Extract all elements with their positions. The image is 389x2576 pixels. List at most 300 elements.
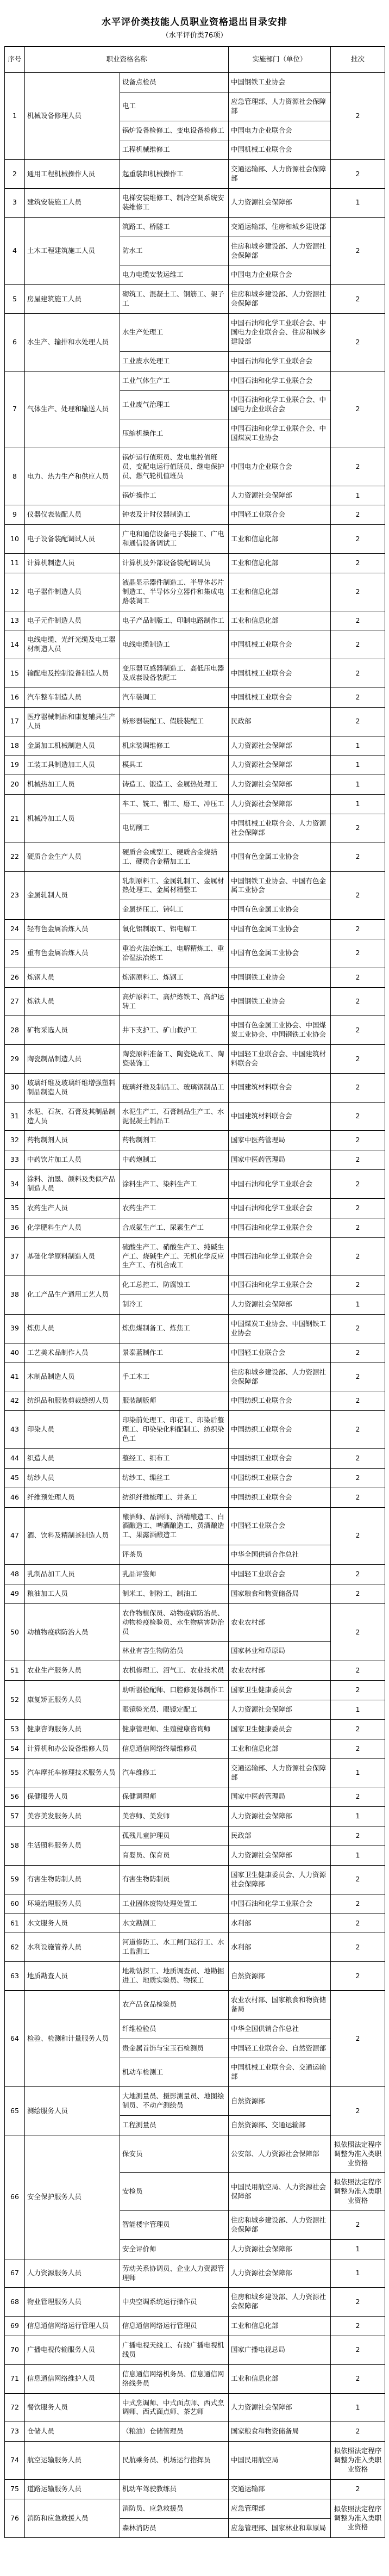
seq-cell: 18 [5, 736, 25, 756]
department-cell: 农业农村部、国家粮食和物资储备局 [229, 1990, 331, 2019]
occupation-cell: 手工木工 [120, 1363, 229, 1391]
table-row [5, 1237, 385, 1275]
seq-cell: 46 [5, 1488, 25, 1507]
seq-cell: 69 [5, 2317, 25, 2336]
batch-cell: 2 [331, 505, 385, 525]
occupation-cell: 纺纱工、缫丝工 [120, 1468, 229, 1488]
seq-cell: 65 [5, 2087, 25, 2135]
occupation-cell: 制米工、制粉工、制油工 [120, 1584, 229, 1603]
occupation-cell: 机动车检测工 [120, 2058, 229, 2087]
category-cell: 康复矫正服务人员 [25, 1681, 120, 1720]
batch-cell: 2 [331, 573, 385, 611]
occupation-cell: 中式烹调师、中式面点师、西式烹调师、西式面点师、茶艺师 [120, 2393, 229, 2422]
occupation-cell: 信息通信网络运行管理员 [120, 2317, 229, 2336]
header-department: 实施部门（单位） [229, 47, 331, 73]
department-cell: 国家卫生健康委员会 [229, 1719, 331, 1739]
seq-cell: 37 [5, 1237, 25, 1275]
department-cell: 民政部 [229, 707, 331, 736]
occupation-cell: 高炉原料工、高炉炼铁工、高炉运转工 [120, 987, 229, 1016]
department-cell: 中国有色金属工业协会 [229, 939, 331, 968]
batch-cell: 2 [331, 814, 385, 843]
department-cell: 公安部、人力资源社会保障部 [229, 2135, 331, 2173]
batch-cell: 2 [331, 659, 385, 688]
department-cell: 中国轻工业联合会 [229, 505, 331, 525]
category-cell: 农业生产服务人员 [25, 1661, 120, 1681]
department-cell: 中国民用航空局 [229, 2442, 331, 2480]
header-qualification: 职业资格名称 [25, 47, 229, 73]
department-cell: 中国石油和化学工业联合会、中国煤炭工业协会 [229, 419, 331, 448]
category-cell: 炼焦人员 [25, 1315, 120, 1343]
department-cell: 住房和城乡建设部、人力资源社会保障部 [229, 237, 331, 265]
batch-cell: 2 [331, 1719, 385, 1739]
seq-cell: 20 [5, 775, 25, 795]
department-cell: 住房和城乡建设部、人力资源社会保障部 [229, 2288, 331, 2317]
category-cell: 粮油加工人员 [25, 1584, 120, 1603]
occupation-cell: 涂料生产工、染料生产工 [120, 1170, 229, 1199]
batch-cell: 2 [331, 1962, 385, 1991]
batch-cell: 1 [331, 2239, 385, 2259]
batch-cell: 2 [331, 2211, 385, 2240]
batch-cell: 2 [331, 1914, 385, 1933]
department-cell: 中国机械工业联合会 [229, 630, 331, 659]
seq-cell: 25 [5, 939, 25, 968]
seq-cell: 29 [5, 1045, 25, 1074]
batch-cell: 2 [331, 1391, 385, 1411]
table-row [5, 573, 385, 611]
seq-cell: 17 [5, 707, 25, 736]
occupation-cell: 计算机及外部设备装配调试员 [120, 554, 229, 573]
batch-cell: 2 [331, 2479, 385, 2499]
department-cell: 中国电力企业联合会 [229, 265, 331, 285]
occupation-cell: 农作物植保员、动物疫病防治员、动物检疫检验员、水生物病害防治员 [120, 1603, 229, 1642]
department-cell: 人力资源社会保障部 [229, 775, 331, 795]
table-row [5, 1719, 385, 1739]
occupation-cell: 信息通信网络终端维修员 [120, 1739, 229, 1758]
department-cell: 人力资源社会保障部 [229, 1846, 331, 1866]
occupation-cell: 农产品食品检验员 [120, 1990, 229, 2019]
seq-cell: 60 [5, 1894, 25, 1914]
department-cell: 水利部 [229, 1933, 331, 1962]
category-cell: 电子器件制造人员 [25, 573, 120, 611]
occupation-cell: 工程机械维修工 [120, 140, 229, 160]
batch-cell: 2 [331, 2422, 385, 2442]
occupation-cell: 工业废水处理工 [120, 351, 229, 371]
category-cell: 机械冷加工人员 [25, 795, 120, 843]
batch-cell: 2 [331, 1237, 385, 1275]
table-row [5, 160, 385, 189]
category-cell: 计算机制造人员 [25, 554, 120, 573]
category-cell: 电力、热力生产和供应人员 [25, 448, 120, 505]
seq-cell: 28 [5, 1016, 25, 1045]
department-cell: 中华全国供销合作总社 [229, 2019, 331, 2039]
batch-cell: 2 [331, 1565, 385, 1584]
occupation-cell: 林业有害生物防治员 [120, 1642, 229, 1661]
category-cell: 药物制剂人员 [25, 1131, 120, 1150]
seq-cell: 10 [5, 525, 25, 554]
table-row [5, 1198, 385, 1218]
category-cell: 炼铁人员 [25, 987, 120, 1016]
seq-cell: 53 [5, 1719, 25, 1739]
category-cell: 基础化学原料制造人员 [25, 1237, 120, 1275]
occupation-cell: 贵金属首饰与宝玉石检测员 [120, 2039, 229, 2058]
department-cell: 中国钢铁工业协会 [229, 987, 331, 1016]
occupation-cell: 农药生产工 [120, 1198, 229, 1218]
batch-cell: 2 [331, 1865, 385, 1894]
department-cell: 中国石油和化学工业联合会 [229, 1237, 331, 1275]
table-row [5, 1488, 385, 1507]
seq-cell: 19 [5, 756, 25, 775]
category-cell: 金属轧制人员 [25, 871, 120, 920]
table-row [5, 2442, 385, 2480]
department-cell: 自然资源部、交通运输部 [229, 2115, 331, 2135]
category-cell: 矿物采选人员 [25, 1016, 120, 1045]
occupation-cell: 信息通信网络机务员、信息通信网络线务员 [120, 2364, 229, 2393]
occupation-cell: 中央空调系统运行操作员 [120, 2288, 229, 2317]
table-row [5, 1787, 385, 1807]
department-cell: 中国钢铁工业协会、中国有色金属工业协会 [229, 871, 331, 900]
table-row [5, 1739, 385, 1758]
table-row [5, 189, 385, 218]
category-cell: 输配电及控制设备制造人员 [25, 659, 120, 688]
batch-cell: 2 [331, 2288, 385, 2317]
occupation-cell: 锅炉运行值班员、发电集控值班员、变配电运行值班员、继电保护员、燃气轮机值班员 [120, 448, 229, 486]
department-cell: 人力资源社会保障部 [229, 2393, 331, 2422]
category-cell: 测绘服务人员 [25, 2087, 120, 2135]
category-cell: 陶瓷制品制造人员 [25, 1045, 120, 1074]
department-cell: 中国纺织工业联合会 [229, 1488, 331, 1507]
department-cell: 中国有色金属工业协会、中国煤炭工业协会、中国钢铁工业协会 [229, 1016, 331, 1045]
department-cell: 中国石油和化学工业联合会 [229, 1170, 331, 1199]
batch-cell: 1 [331, 795, 385, 814]
table-row [5, 1865, 385, 1894]
table-row [5, 217, 385, 237]
batch-cell: 2 [331, 1343, 385, 1363]
table-row [5, 1102, 385, 1131]
occupation-cell: 景泰蓝制作工 [120, 1343, 229, 1363]
category-cell: 建筑安装施工人员 [25, 189, 120, 218]
department-cell: 中国有色金属工业协会 [229, 920, 331, 939]
batch-cell: 1 [331, 1758, 385, 1787]
department-cell: 中国电力企业联合会 [229, 448, 331, 486]
category-cell: 有害生物防制人员 [25, 1865, 120, 1894]
occupation-cell: 轧制原料工、金属轧制工、金属材热处理工、金属材精整工 [120, 871, 229, 900]
table-row [5, 1448, 385, 1468]
department-cell: 应急管理部、国家林业和草原局 [229, 2518, 331, 2538]
occupation-cell: 电力电缆安装运维工 [120, 265, 229, 285]
category-cell: 电线电缆、光纤光缆及电工器材制造人员 [25, 630, 120, 659]
seq-cell: 4 [5, 217, 25, 285]
table-row [5, 1661, 385, 1681]
department-cell: 人力资源社会保障部 [229, 756, 331, 775]
seq-cell: 21 [5, 795, 25, 843]
batch-cell: 1 [331, 1700, 385, 1720]
occupation-cell: 消防员、应急救援员 [120, 2499, 229, 2518]
department-cell: 人力资源社会保障部 [229, 1807, 331, 1826]
department-cell: 农业农村部 [229, 1603, 331, 1642]
batch-cell: 2 [331, 871, 385, 920]
batch-cell: 拟依照法定程序调整为准入类职业资格 [331, 2135, 385, 2173]
table-row [5, 2087, 385, 2116]
table-row [5, 1150, 385, 1170]
department-cell: 人力资源社会保障部 [229, 486, 331, 505]
department-cell: 人力资源社会保障部 [229, 2259, 331, 2288]
batch-cell: 2 [331, 1661, 385, 1681]
department-cell: 中国石油和化学工业联合会 [229, 1218, 331, 1237]
category-cell: 水生产、输排和水处理人员 [25, 314, 120, 371]
batch-cell: 拟依照法定程序调整为准入类职业资格 [331, 2499, 385, 2538]
category-cell: 气体生产、处理和输送人员 [25, 371, 120, 448]
occupation-cell: 矫形器装配工、假肢装配工 [120, 707, 229, 736]
department-cell: 中国电力企业联合会 [229, 121, 331, 140]
batch-cell: 1 [331, 756, 385, 775]
seq-cell: 23 [5, 871, 25, 920]
batch-cell: 2 [331, 1131, 385, 1150]
table-row [5, 1507, 385, 1545]
batch-cell: 2 [331, 1603, 385, 1661]
department-cell: 应急管理部 [229, 2499, 331, 2518]
seq-cell: 8 [5, 448, 25, 505]
department-cell: 人力资源社会保障部 [229, 2239, 331, 2259]
category-cell: 仓储人员 [25, 2422, 120, 2442]
table-row [5, 968, 385, 987]
occupation-cell: 电梯安装维修工、制冷空调系统安装维修工 [120, 189, 229, 218]
batch-cell: 2 [331, 1933, 385, 1962]
occupation-cell: 铸造工、锻造工、金属热处理工 [120, 775, 229, 795]
department-cell: 国家卫生健康委员会 [229, 1681, 331, 1700]
department-cell: 工业和信息化部 [229, 611, 331, 630]
table-row [5, 1807, 385, 1826]
category-cell: 汽车摩托车修理技术服务人员 [25, 1758, 120, 1787]
category-cell: 动植物疫病防治人员 [25, 1603, 120, 1661]
occupation-cell: 炼焦煤制备工、炼焦工 [120, 1315, 229, 1343]
seq-cell: 31 [5, 1102, 25, 1131]
occupation-cell: 井下支护工、矿山救护工 [120, 1016, 229, 1045]
table-body [5, 72, 385, 2538]
seq-cell: 15 [5, 659, 25, 688]
department-cell: 国家中医药管理局 [229, 1150, 331, 1170]
table-row [5, 2135, 385, 2173]
seq-cell: 27 [5, 987, 25, 1016]
seq-cell: 72 [5, 2393, 25, 2422]
category-cell: 电子元件制造人员 [25, 611, 120, 630]
department-cell: 交通运输部、人力资源社会保障部 [229, 160, 331, 189]
category-cell: 农药生产人员 [25, 1198, 120, 1218]
occupation-cell: 汽车装调工 [120, 688, 229, 707]
category-cell: 硬质合金生产人员 [25, 843, 120, 871]
occupation-cell: 锅炉操作工 [120, 486, 229, 505]
table-row [5, 1275, 385, 1295]
seq-cell: 16 [5, 688, 25, 707]
table-row [5, 1914, 385, 1933]
batch-cell: 2 [331, 987, 385, 1016]
batch-cell: 2 [331, 1150, 385, 1170]
category-cell: 炼钢人员 [25, 968, 120, 987]
seq-cell: 33 [5, 1150, 25, 1170]
department-cell: 住房和城乡建设部、人力资源社会保障部 [229, 1363, 331, 1391]
batch-cell: 2 [331, 1275, 385, 1295]
department-cell: 国家粮食和物资储备局 [229, 1584, 331, 1603]
table-row [5, 1565, 385, 1584]
department-cell: 国家中医药管理局 [229, 1787, 331, 1807]
department-cell: 中国轻工业联合会、自然资源部 [229, 2039, 331, 2058]
department-cell: 中国石油和化学工业联合会、中国电力企业联合会 [229, 391, 331, 419]
batch-cell: 2 [331, 285, 385, 314]
occupation-cell: 有害生物防制员 [120, 1865, 229, 1894]
occupation-cell: 工程测量员 [120, 2115, 229, 2135]
category-cell: 人力资源服务人员 [25, 2259, 120, 2288]
category-cell: 水泥、石灰、石膏及其制品制造人员 [25, 1102, 120, 1131]
seq-cell: 14 [5, 630, 25, 659]
category-cell: 水利设施管养人员 [25, 1933, 120, 1962]
table-row [5, 1962, 385, 1991]
department-cell: 中国机械工业联合会 [229, 659, 331, 688]
seq-cell: 40 [5, 1343, 25, 1363]
department-cell: 国家林业和草原局 [229, 1642, 331, 1661]
seq-cell: 1 [5, 72, 25, 159]
department-cell: 国家粮食和物资储备局 [229, 2422, 331, 2442]
header-batch: 批次 [331, 47, 385, 73]
table-row [5, 611, 385, 630]
batch-cell: 2 [331, 1826, 385, 1846]
table-row [5, 1016, 385, 1045]
category-cell: 土木工程建筑施工人员 [25, 217, 120, 285]
category-cell: 信息通信网络运行管理人员 [25, 2317, 120, 2336]
seq-cell: 51 [5, 1661, 25, 1681]
category-cell: 检验、检测和计量服务人员 [25, 1990, 120, 2086]
table-row [5, 1073, 385, 1102]
batch-cell: 1 [331, 1846, 385, 1866]
category-cell: 印染人员 [25, 1411, 120, 1449]
occupation-cell: 安检员 [120, 2173, 229, 2211]
batch-cell: 2 [331, 371, 385, 448]
occupation-cell: 服装制版师 [120, 1391, 229, 1411]
table-row [5, 1363, 385, 1391]
table-row [5, 1758, 385, 1787]
seq-cell: 49 [5, 1584, 25, 1603]
seq-cell: 58 [5, 1826, 25, 1866]
batch-cell: 2 [331, 1488, 385, 1507]
batch-cell: 2 [331, 939, 385, 968]
table-row [5, 2393, 385, 2422]
seq-cell: 13 [5, 611, 25, 630]
occupation-cell: 水生产处理工 [120, 314, 229, 352]
occupation-cell: 智能楼宇管理员 [120, 2211, 229, 2240]
batch-cell: 2 [331, 448, 385, 486]
category-cell: 医疗器械制品和康复辅具生产人员 [25, 707, 120, 736]
table-row [5, 2259, 385, 2288]
batch-cell: 1 [331, 2259, 385, 2288]
occupation-cell: 砌筑工、混凝土工、钢筋工、架子工 [120, 285, 229, 314]
seq-cell: 55 [5, 1758, 25, 1787]
occupation-cell: 劳动关系协调员、企业人力资源管理师 [120, 2259, 229, 2288]
occupation-cell: 酿酒师、品酒师、酒精酿造工、白酒酿造工、啤酒酿造工、黄酒酿造工、果露酒酿造工 [120, 1507, 229, 1545]
table-row [5, 2422, 385, 2442]
seq-cell: 62 [5, 1933, 25, 1962]
seq-cell: 11 [5, 554, 25, 573]
department-cell: 住房和城乡建设部、人力资源社会保障部 [229, 285, 331, 314]
seq-cell: 61 [5, 1914, 25, 1933]
category-cell: 美容美发服务人员 [25, 1807, 120, 1826]
occupation-cell: 电子产品制版工、印制电路制作工 [120, 611, 229, 630]
category-cell: 餐饮服务人员 [25, 2393, 120, 2422]
occupation-cell: 育婴员、保育员 [120, 1846, 229, 1866]
batch-cell: 2 [331, 217, 385, 285]
category-cell: 工装工具制造加工人员 [25, 756, 120, 775]
seq-cell: 12 [5, 573, 25, 611]
occupation-cell: 广播电视天线工、有线广播电视机线员 [120, 2336, 229, 2365]
occupation-cell: 助听器验配师、口腔修复体制作工 [120, 1681, 229, 1700]
seq-cell: 43 [5, 1411, 25, 1449]
batch-cell: 2 [331, 314, 385, 371]
occupation-cell: 民航乘务员、机场运行指挥员 [120, 2442, 229, 2480]
category-cell: 纺织品和服装剪裁缝纫人员 [25, 1391, 120, 1411]
department-cell: 应急管理部、人力资源社会保障部 [229, 92, 331, 121]
seq-cell: 52 [5, 1681, 25, 1720]
batch-cell: 1 [331, 1295, 385, 1315]
table-row [5, 871, 385, 900]
department-cell: 中国纺织工业联合会 [229, 1411, 331, 1449]
occupation-cell: 金属挤压工、铸轧工 [120, 900, 229, 920]
batch-cell: 2 [331, 2317, 385, 2336]
batch-cell: 2 [331, 1315, 385, 1343]
table-row [5, 314, 385, 352]
department-cell: 工业和信息化部 [229, 2317, 331, 2336]
occupation-cell: 液晶显示器件制造工、半导体芯片制造工、半导体分立器件和集成电路装调工 [120, 573, 229, 611]
table-row [5, 1131, 385, 1150]
department-cell: 交通运输部 [229, 2479, 331, 2499]
department-cell: 中国轻工业联合会、中国建筑材料联合会 [229, 1045, 331, 1074]
batch-cell: 1 [331, 736, 385, 756]
department-cell: 工业和信息化部 [229, 1739, 331, 1758]
department-cell: 中国石油和化学工业联合会 [229, 1275, 331, 1295]
occupation-cell: 炼钢原料工、炼钢工 [120, 968, 229, 987]
batch-cell: 2 [331, 1990, 385, 2086]
occupation-cell: 防水工 [120, 237, 229, 265]
batch-cell: 2 [331, 1170, 385, 1199]
table-row [5, 2499, 385, 2518]
occupation-cell: 森林消防员 [120, 2518, 229, 2538]
category-cell: 健康咨询服务人员 [25, 1719, 120, 1739]
table-row [5, 1826, 385, 1846]
category-cell: 化工产品生产通用工艺人员 [25, 1275, 120, 1315]
category-cell: 纤维预处理人员 [25, 1488, 120, 1507]
occupation-cell: 评茶员 [120, 1545, 229, 1565]
batch-cell: 拟依照法定程序调整为准入类职业资格 [331, 2442, 385, 2480]
seq-cell: 6 [5, 314, 25, 371]
department-cell: 工业和信息化部 [229, 2364, 331, 2393]
department-cell: 交通运输部、住房和城乡建设部 [229, 217, 331, 237]
table-row [5, 736, 385, 756]
table-row [5, 371, 385, 391]
occupation-cell: 乳品评鉴师 [120, 1565, 229, 1584]
header-row [5, 47, 385, 73]
batch-cell: 2 [331, 630, 385, 659]
seq-cell: 50 [5, 1603, 25, 1661]
table-row [5, 1603, 385, 1642]
seq-cell: 76 [5, 2499, 25, 2538]
category-cell: 水文服务人员 [25, 1914, 120, 1933]
department-cell: 农业农村部 [229, 1661, 331, 1681]
department-cell: 中国石油和化学工业联合会 [229, 1894, 331, 1914]
occupation-cell: 压缩机操作工 [120, 419, 229, 448]
occupation-cell: 重冶火法冶炼工、电解精炼工、重冶湿法冶炼工 [120, 939, 229, 968]
department-cell: 中国轻工业联合会 [229, 1507, 331, 1545]
category-cell: 电子设备装配调试人员 [25, 525, 120, 554]
table-row [5, 1411, 385, 1449]
category-cell: 中药饮片加工人员 [25, 1150, 120, 1170]
category-cell: 涂料、油墨、颜料及类似产品制造人员 [25, 1170, 120, 1199]
department-cell: 中国石油和化学工业联合会 [229, 371, 331, 391]
